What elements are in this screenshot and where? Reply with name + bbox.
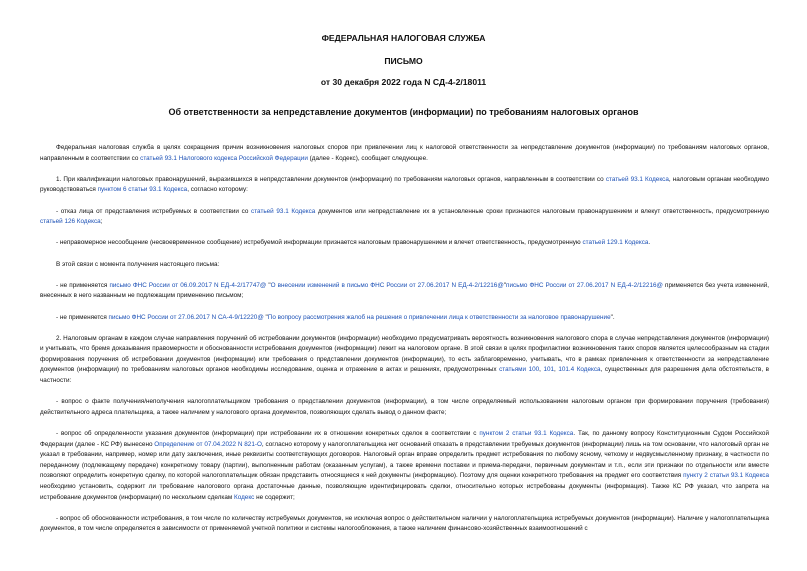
paragraph-refusal xyxy=(40,207,769,228)
link-letter-title-amendments[interactable]: О внесении изменений в письмо ФНС России от 27.06.2017 N ЕД-4-2/12216@ xyxy=(270,281,504,289)
link-point-2-article-93-1[interactable]: пунктом 2 статьи 93.1 Кодекса xyxy=(479,430,574,438)
text: документов или непредставление их в установленные сроки признаются налоговым правонарушением и влекут ответственность, предусмотренную xyxy=(315,207,769,215)
paragraph-non-report xyxy=(40,238,769,249)
link-tax-code[interactable]: Кодекс xyxy=(234,493,255,501)
paragraph-receipt xyxy=(40,397,769,418)
text: " xyxy=(503,281,507,289)
document-date-number: от 30 декабря 2022 года N СД-4-2/18011 xyxy=(320,77,487,87)
text: , существенных для разрешения дела обстоятельств, в частности: xyxy=(40,366,770,385)
link-ruling-821-o[interactable]: Определение от 07.04.2022 N 821-О xyxy=(154,440,262,448)
text: 1. При квалификации налоговых правонарушений, выразившихся в непредставлении документов (информации) по требованиям налоговых органов, направленным в соответствии со xyxy=(56,175,606,183)
text: (далее - Кодекс), сообщает следующее. xyxy=(307,154,428,162)
text: 2. Налоговым органам в каждом случае направления поручений об истребовании документов (информации) необходимо предусматривать вероятность возникновения налогового спора в случае непредставления документов (информации) и учитывать, что бремя доказывания правомерности и обоснованности истребования документов (информации) лежит на налоговом органе. В этой связи в целях профилактики возникновения таких споров является целесообразным на стадии формирования поручения об истребовании документов (информации) или требования о представлении документов (информации), то есть заблаговременно, учитывать, что в рамках привлечения к ответственности за непредставление документов (информации) по требованиям налоговых органов необходимы исследование, оценка и отражение в актах и решениях, предусмотренных xyxy=(40,334,769,374)
paragraph-not-applied-1 xyxy=(40,281,769,302)
text: необходимо установить, содержит ли требование налогового органа достаточные данные, позволяющие идентифицировать сделки, относительно которых истребованы документы (информация). Также КС РФ указал, что запрета на истребование документов (информации) по нескольким сделкам xyxy=(40,483,769,501)
text: Федеральная налоговая служба в целях сокращения причин возникновения налоговых споров при привлечении лиц к налоговой ответственности за непредставление документов (информации) по требованиям налоговых органов, направленным в соответствии со xyxy=(40,144,769,162)
document-type: ПИСЬМО xyxy=(384,56,423,66)
text: - вопрос об обоснованности истребования, в том числе по количеству истребуемых документов, не исключая вопрос о действительном наличии у налогоплательщика истребуемых документов (информации). Наличие у налогоплательщика документов, в том числе определяется в зависимости от применяемой учетной политики и системы налогообложения, а также наличием финансово-хозяйственных взаимоотношений с xyxy=(40,514,769,533)
text: В этой связи с момента получения настоящего письма: xyxy=(56,260,220,268)
text: - неправомерное несообщение (несвоевременное сообщение) истребуемой информации признается налоговым правонарушением и влечет ответственность, предусмотренную xyxy=(56,239,583,247)
link-letter-sa-4-9-12220[interactable]: письмо ФНС России от 27.06.2017 N СА-4-9/12220@ xyxy=(108,313,264,321)
link-point-2-article-93-1[interactable]: пункту 2 статьи 93.1 Кодекса xyxy=(683,472,769,480)
text: - не применяется xyxy=(56,281,110,289)
text: , согласно которому: xyxy=(187,186,248,194)
link-article-93-1[interactable]: статьей 93.1 Кодекса xyxy=(251,207,316,215)
paragraph-justification xyxy=(40,514,769,535)
text: применяется без учета изменений, внесенных в него названным не подлежащим применению письмом; xyxy=(40,281,770,300)
text: , согласно которому у налогоплательщика нет оснований отказать в представлении требуемых документов (информации) лишь на том основании, что налоговый орган не указал в требовании, например, номер или дату заключения, иные реквизиты соответствующих договоров. Налоговый орган вправе определить предмет истребования по любому ясному, четкому и недвусмысленному признаку, в частности по переданному (подлежащему передаче) конкретному товару (партии), выполненным работам (оказанным услугам), а также времени поставки и приема-передачи, первичным документам и т.п., если эти признаки по отдельности или вместе позволяют определить конкретную сделку, по которой налогоплательщик обязан представить относящиеся к ней документы (информацию). Поэтому для оценки конкретного требования на предмет его соответствия xyxy=(40,440,769,480)
text: , xyxy=(539,366,544,374)
document-title: Об ответственности за непредставление документов (информации) по требованиям налоговых органов xyxy=(168,107,639,117)
text: не содержит; xyxy=(254,493,295,501)
link-article-93-1[interactable]: статьей 93.1 Кодекса xyxy=(605,175,669,183)
paragraph-intro xyxy=(40,143,769,164)
paragraph-from-now xyxy=(40,260,769,271)
link-article-100[interactable]: статьями 100 xyxy=(499,366,540,374)
link-article-93-1-tax-code[interactable]: статьей 93.1 Налогового кодекса Российской Федерации xyxy=(140,154,308,162)
text: " xyxy=(266,281,271,289)
paragraph-2 xyxy=(40,334,769,387)
link-letter-ed-4-2-12216[interactable]: письмо ФНС России от 27.06.2017 N ЕД-4-2/12216@ xyxy=(506,281,663,289)
link-article-126[interactable]: статьей 126 Кодекса xyxy=(40,218,101,226)
text: " xyxy=(263,313,268,321)
text: . xyxy=(648,239,651,247)
text: , налоговым органам необходимо руководствоваться xyxy=(40,175,769,194)
paragraph-not-applied-2 xyxy=(40,313,769,324)
text: . Так, по данному вопросу Конституционным Судом Российской Федерации (далее - КС РФ) вынесено xyxy=(40,430,769,448)
link-article-101-4[interactable]: 101.4 Кодекса xyxy=(558,366,601,374)
text: ; xyxy=(100,218,103,226)
text: - не применяется xyxy=(56,313,109,321)
paragraph-1 xyxy=(40,175,769,196)
text: ". xyxy=(610,313,615,321)
link-letter-ed-4-2-17747[interactable]: письмо ФНС России от 06.09.2017 N ЕД-4-2/17747@ xyxy=(109,281,267,289)
text: - вопрос о факте получения/неполучения налогоплательщиком требования о представлении документов (информации), в том числе определяемый использованием налоговым органом при формировании поручения (требования) действительного адреса плательщика, а также наличием у налогового органа документов, позволяющих сделать вывод о данном факте; xyxy=(40,398,769,416)
paragraph-definiteness xyxy=(40,429,769,503)
link-article-101[interactable]: 101 xyxy=(543,366,555,374)
link-letter-title-complaints[interactable]: По вопросу рассмотрения жалоб на решения о привлечении лица к ответственности за налоговое правонарушение xyxy=(267,313,611,321)
agency-name: ФЕДЕРАЛЬНАЯ НАЛОГОВАЯ СЛУЖБА xyxy=(321,33,486,43)
text: - вопрос об определенности указания документов (информации) при истребовании их в отношении конкретных сделок в соответствии с xyxy=(56,430,480,438)
text: - отказ лица от представления истребуемых в соответствии со xyxy=(56,207,252,215)
document-body xyxy=(40,143,769,546)
text: , xyxy=(554,366,559,374)
link-point-6-article-93-1[interactable]: пунктом 6 статьи 93.1 Кодекса xyxy=(97,186,188,194)
link-article-129-1[interactable]: статьей 129.1 Кодекса xyxy=(582,239,649,247)
